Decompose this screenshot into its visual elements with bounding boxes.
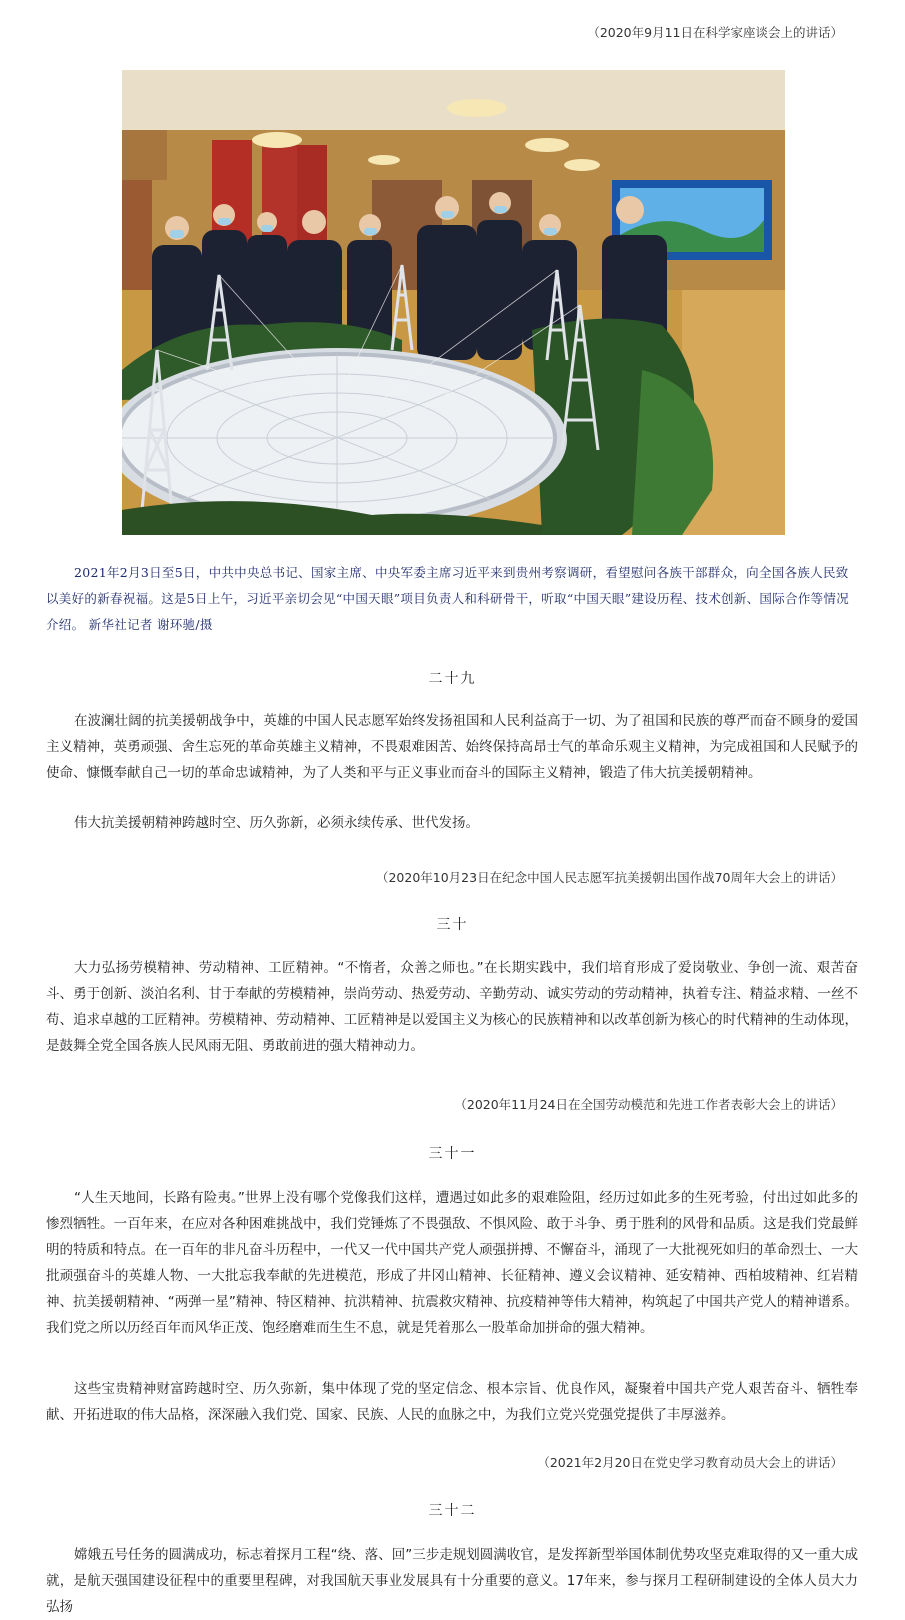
source-note: （2020年9月11日在科学家座谈会上的讲话） [587,25,843,40]
section-heading-31: 三十一 [428,1146,477,1162]
section-31-source: （2021年2月20日在党史学习教育动员大会上的讲话） [537,1455,843,1470]
news-photo [122,70,785,535]
section-31-paragraph-2: 这些宝贵精神财富跨越时空、历久弥新，集中体现了党的坚定信念、根本宗旨、优良作风，凝聚着中国共产党人艰苦奋斗、牺牲奉献、开拓进取的伟大品格，深深融入我们党、国家、民族、人民的血脉之中，为我们立党兴党强党提供了丰厚滋养。 [46,1381,858,1423]
section-30-source: （2020年11月24日在全国劳动模范和先进工作者表彰大会上的讲话） [454,1097,843,1112]
section-31-paragraph-1: “人生天地间，长路有险夷。”世界上没有哪个党像我们这样，遭遇过如此多的艰难险阻，经历过如此多的生死考验，付出过如此多的惨烈牺牲。一百年来，在应对各种困难挑战中，我们党锤炼了不畏强敌、不惧风险、敢于斗争、勇于胜利的风骨和品质。这是我们党最鲜明的特质和特点。在一百年的非凡奋斗历程中，一代又一代中国共产党人顽强拼搏、不懈奋斗，涌现了一大批视死如归的革命烈士、一大批顽强奋斗的英雄人物、一大批忘我奉献的先进模范，形成了井冈山精神、长征精神、遵义会议精神、延安精神、西柏坡精神、红岩精神、抗美援朝精神、“两弹一星”精神、特区精神、抗洪精神、抗震救灾精神、抗疫精神等伟大精神，构筑起了中国共产党人的精神谱系。我们党之所以历经百年而风华正茂、饱经磨难而生生不息，就是凭着那么一股革命加拼命的强大精神。 [46,1190,858,1336]
section-heading-32: 三十二 [428,1503,477,1519]
section-32-paragraph-1: 嫦娥五号任务的圆满成功，标志着探月工程“绕、落、回”三步走规划圆满收官，是发挥新型举国体制优势攻坚克难取得的又一重大成就，是航天强国建设征程中的重要里程碑，对我国航天事业发展具有十分重要的意义。17年来，参与探月工程研制建设的全体人员大力弘扬 [46,1547,858,1615]
section-29-paragraph-2: 伟大抗美援朝精神跨越时空、历久弥新，必须永续传承、世代发扬。 [74,815,479,831]
section-30-paragraph-1: 大力弘扬劳模精神、劳动精神、工匠精神。“不惰者，众善之师也。”在长期实践中，我们培育形成了爱岗敬业、争创一流、艰苦奋斗、勇于创新、淡泊名利、甘于奉献的劳模精神，崇尚劳动、热爱劳动、辛勤劳动、诚实劳动的劳动精神，执着专注、精益求精、一丝不苟、追求卓越的工匠精神。劳模精神、劳动精神、工匠精神是以爱国主义为核心的民族精神和以改革创新为核心的时代精神的生动体现，是鼓舞全党全国各族人民风雨无阻、勇敢前进的强大精神动力。 [46,960,858,1054]
news-photo-illustration [122,70,785,535]
section-heading-30: 三十 [436,917,469,933]
section-29-source: （2020年10月23日在纪念中国人民志愿军抗美援朝出国作战70周年大会上的讲话） [375,870,843,885]
section-heading-29: 二十九 [428,671,477,687]
photo-caption: 2021年2月3日至5日，中共中央总书记、国家主席、中央军委主席习近平来到贵州考察调研，看望慰问各族干部群众，向全国各族人民致以美好的新春祝福。这是5日上午，习近平亲切会见“中国天眼”项目负责人和科研骨干，听取“中国天眼”建设历程、技术创新、国际合作等情况介绍。 新华社记者 谢环驰/摄 [46,565,850,632]
section-29-paragraph-1: 在波澜壮阔的抗美援朝战争中，英雄的中国人民志愿军始终发扬祖国和人民利益高于一切、为了祖国和民族的尊严而奋不顾身的爱国主义精神，英勇顽强、舍生忘死的革命英雄主义精神，不畏艰难困苦、始终保持高昂士气的革命乐观主义精神，为完成祖国和人民赋予的使命、慷慨奉献自己一切的革命忠诚精神，为了人类和平与正义事业而奋斗的国际主义精神，锻造了伟大抗美援朝精神。 [46,713,858,781]
